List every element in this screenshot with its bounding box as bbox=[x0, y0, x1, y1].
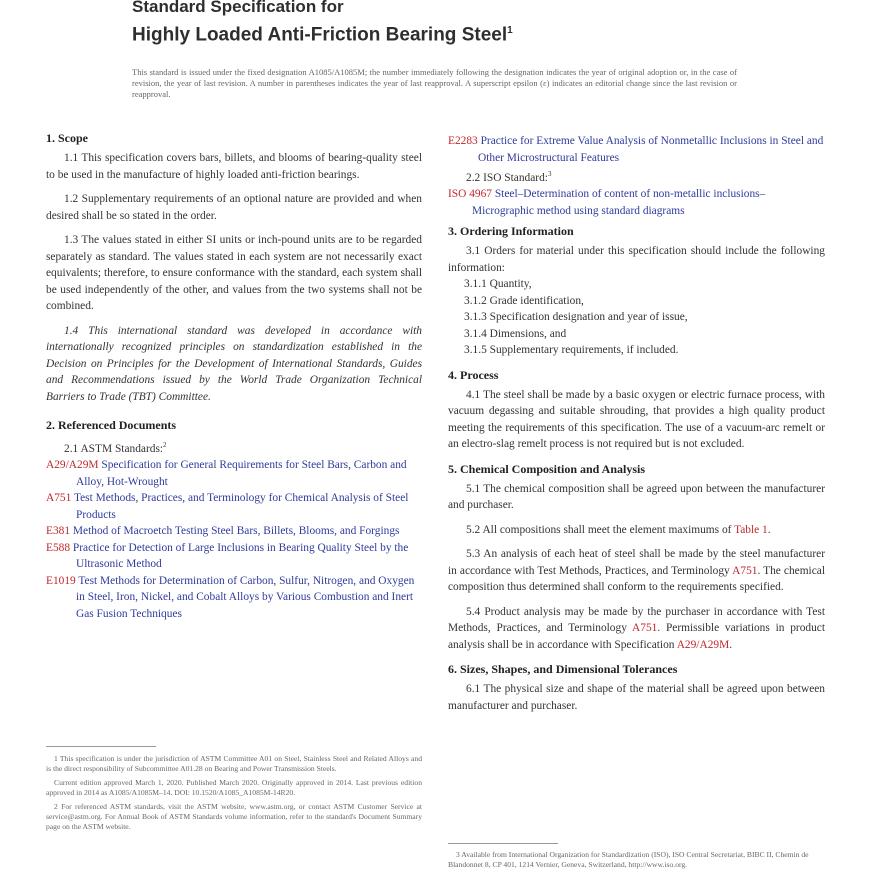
footnote-divider bbox=[46, 746, 156, 747]
paragraph-4-1: 4.1 The steel shall be made by a basic oxygen or electric furnace process, with vacuum degassing and suitable shrouding, that provides a high quality product meeting the requirements of this specification. The use of a vacuum-arc remelt or an electro-slag remelt process is not required but is not excluded. bbox=[448, 388, 825, 451]
reference-title-link[interactable]: Steel–Determination of content of non-metallic inclusions–Micrographic method using standard diagrams bbox=[472, 188, 766, 217]
section-heading-referenced-documents: 2. Referenced Documents bbox=[46, 418, 177, 432]
a751-link[interactable]: A751 bbox=[632, 622, 658, 635]
table-1-link[interactable]: Table 1 bbox=[734, 523, 768, 536]
reference-item bbox=[448, 186, 825, 219]
footnote-divider bbox=[448, 843, 558, 844]
reference-item bbox=[46, 457, 422, 490]
paragraph-1-3: 1.3 The values stated in either SI units or inch-pound units are to be regarded separately as standard. The values stated in each system are not necessarily exact equivalents; therefore, to ensure conformance with the standard, each system shall be used independently of the other, and values from the two systems shall not be combined. bbox=[46, 234, 422, 312]
paragraph-1-4: 1.4 This international standard was developed in accordance with internationally recognized principles on standardization established in the Decision on Principles for the Development of International Standards, Guides and Recommendations issued by the World Trade Organization Technical Barriers to Trade (TBT) Committee. bbox=[46, 324, 422, 403]
paragraph-5-3-end: . The chemical composition thus determined shall conform to the requirements specified. bbox=[448, 564, 825, 594]
paragraph-6-1: 6.1 The physical size and shape of the material shall be agreed upon between manufacturer and purchaser. bbox=[448, 683, 825, 712]
right-column bbox=[448, 133, 825, 714]
reference-code-link[interactable]: E1019 bbox=[46, 574, 76, 587]
reference-title-link[interactable]: Practice for Extreme Value Analysis of Nonmetallic Inclusions in Steel and Other Microstructural Features bbox=[477, 135, 824, 164]
footnote-mark-3: 3 bbox=[547, 170, 552, 178]
reference-code-link[interactable]: ISO 4967 bbox=[448, 188, 492, 201]
title-line-2 bbox=[132, 18, 772, 47]
footnotes-left bbox=[46, 754, 422, 836]
reference-item bbox=[46, 573, 422, 623]
list-item: 3.1.2 Grade identification, bbox=[464, 294, 584, 307]
paragraph-5-1: 5.1 The chemical composition shall be agreed upon between the manufacturer and purchaser. bbox=[448, 482, 825, 512]
paragraph-5-3 bbox=[448, 546, 825, 596]
reference-item bbox=[448, 133, 825, 166]
designation-notice: This standard is issued under the fixed designation A1085/A1085M; the number immediately following the designation indicates the year of original adoption or, in the case of revision, the year of last revision. A number in parentheses indicates the year of last reapproval. A superscript epsilon (ε) indicates an editorial change since the last revision or reapproval. bbox=[132, 67, 737, 99]
a751-link[interactable]: A751 bbox=[732, 564, 758, 577]
section-heading-chemical-composition: 5. Chemical Composition and Analysis bbox=[448, 461, 646, 476]
list-item: 3.1.1 Quantity, bbox=[464, 278, 532, 291]
paragraph-5-4-text: 5.4 Product analysis may be made by the purchaser in accordance with Test Methods, Practices, and Terminology bbox=[448, 605, 825, 635]
paragraph-5-4-mid: . Permissible variations in product analysis shall be in accordance with Specification bbox=[448, 622, 826, 651]
reference-item bbox=[46, 490, 422, 523]
reference-code-link[interactable]: A751 bbox=[46, 492, 72, 505]
astm-standards-label: 2.1 ASTM Standards: bbox=[64, 442, 164, 455]
footnote-1-edition: Current edition approved March 1, 2020. Published March 2020. Originally approved in 2014. Last previous edition approved in 2014 as A1085/A1085M–14. DOI: 10.1520/A1085_A1085M-14R20. bbox=[46, 778, 422, 797]
footnote-1: 1 This specification is under the jurisdiction of ASTM Committee A01 on Steel, Stainless Steel and Related Alloys and is the direct responsibility of Subcommittee A01.28 on Bearing and Power Transmission Steels. bbox=[46, 754, 422, 773]
footnote-3: 3 Available from International Organization for Standardization (ISO), ISO Central Secretariat, BIBC II, Chemin de Blandonnet 8, CP 401, 1214 Vernier, Geneva, Switzerland, http://www.iso.org. bbox=[448, 850, 809, 869]
paragraph-1-2: 1.2 Supplementary requirements of an optional nature are provided and when desired shall be so stated in the order. bbox=[46, 193, 422, 222]
section-heading-scope: 1. Scope bbox=[46, 131, 88, 145]
title-line-2-text: Highly Loaded Anti-Friction Bearing Steel bbox=[132, 24, 508, 46]
section-heading-process: 4. Process bbox=[448, 367, 499, 382]
reference-item bbox=[46, 540, 422, 573]
reference-title-link[interactable]: Method of Macroetch Testing Steel Bars, Billets, Blooms, and Forgings bbox=[70, 525, 400, 538]
section-heading-sizes-shapes: 6. Sizes, Shapes, and Dimensional Tolerances bbox=[448, 662, 678, 677]
paragraph-5-2-text: 5.2 All compositions shall meet the element maximums of bbox=[466, 523, 735, 536]
reference-title-link[interactable]: Test Methods for Determination of Carbon, Sulfur, Nitrogen, and Oxygen in Steel, Iron, Nickel, and Cobalt Alloys by Various Combustion and Inert Gas Fusion Techniques bbox=[75, 574, 415, 620]
document-title bbox=[132, 0, 772, 47]
reference-code-link[interactable]: A29/A29M bbox=[46, 459, 99, 472]
reference-title-link[interactable]: Practice for Detection of Large Inclusions in Bearing Quality Steel by the Ultrasonic Method bbox=[70, 541, 409, 571]
paragraph-5-2-end: . bbox=[767, 523, 771, 536]
paragraph-5-2 bbox=[448, 522, 825, 539]
footnote-mark-2: 2 bbox=[163, 441, 167, 449]
paragraph-3-1: 3.1 Orders for material under this specification should include the following information: bbox=[448, 245, 825, 274]
reference-item bbox=[46, 523, 422, 540]
paragraph-5-4-end: . bbox=[729, 638, 733, 651]
footnote-2: 2 For referenced ASTM standards, visit the ASTM website, www.astm.org, or contact ASTM Customer Service at service@astm.org. For Annual Book of ASTM Standards volume information, refer to the standard's Document Summary page on the ASTM website. bbox=[46, 802, 422, 831]
list-item: 3.1.3 Specification designation and year of issue, bbox=[464, 311, 688, 324]
list-item: 3.1.5 Supplementary requirements, if included. bbox=[464, 344, 679, 357]
paragraph-2-1 bbox=[46, 437, 422, 457]
reference-title-link[interactable]: Test Methods, Practices, and Terminology for Chemical Analysis of Steel Products bbox=[71, 492, 409, 521]
paragraph-2-2 bbox=[448, 166, 825, 186]
left-column bbox=[46, 130, 422, 622]
reference-title-link[interactable]: Specification for General Requirements for Steel Bars, Carbon and Alloy, Hot-Wrought bbox=[76, 459, 407, 488]
paragraph-5-4 bbox=[448, 604, 825, 654]
section-heading-ordering-information: 3. Ordering Information bbox=[448, 224, 574, 239]
paragraph-1-1: 1.1 This specification covers bars, billets, and blooms of bearing-quality steel to be used in the manufacture of highly loaded anti-friction bearings. bbox=[46, 152, 422, 181]
a29-link[interactable]: A29/A29M bbox=[676, 638, 730, 651]
reference-code-link[interactable]: E588 bbox=[46, 541, 71, 554]
paragraph-5-3-text: 5.3 An analysis of each heat of steel shall be made by the steel manufacturer in accordance with Test Methods, Practices, and Terminology bbox=[448, 548, 825, 577]
reference-code-link[interactable]: E381 bbox=[46, 525, 71, 538]
title-line-1: Standard Specification for bbox=[132, 0, 344, 16]
list-item: 3.1.4 Dimensions, and bbox=[464, 327, 567, 340]
title-footnote-mark: 1 bbox=[507, 25, 513, 36]
reference-code-link[interactable]: E2283 bbox=[448, 135, 478, 147]
iso-standard-label: 2.2 ISO Standard: bbox=[466, 171, 548, 184]
